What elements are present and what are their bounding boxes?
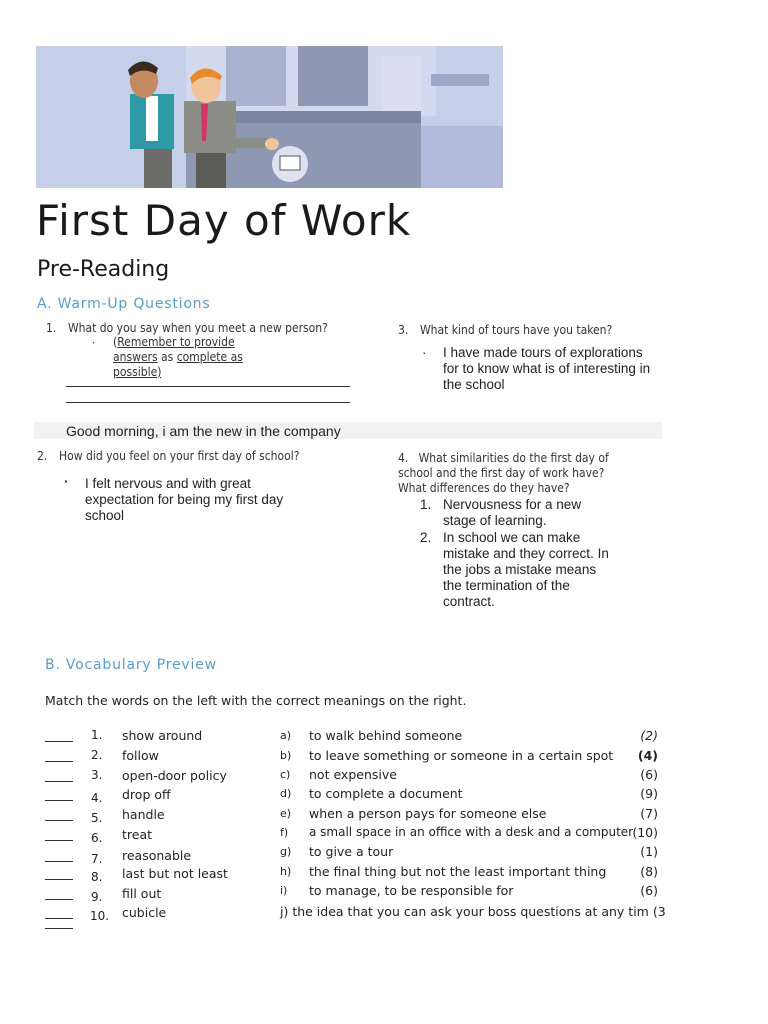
meaning-j: j) the idea that you can ask your boss questions at any tim (3 (280, 904, 666, 919)
vocab-word: treat (122, 827, 153, 842)
section-a-heading: A. Warm-Up Questions (37, 296, 211, 312)
meaning-letter: i) (280, 884, 288, 897)
q2-answer[interactable]: I felt nervous and with great expectation for being my first day school (85, 476, 284, 523)
meaning-text: to walk behind someone (309, 728, 463, 743)
match-blank[interactable] (45, 879, 73, 880)
match-blank[interactable] (45, 761, 73, 762)
meaning-letter: a) (280, 729, 292, 742)
meaning-answer[interactable]: (6) (640, 767, 658, 782)
vocab-word: reasonable (122, 848, 192, 863)
vocab-word: last but not least (122, 866, 228, 881)
q3-number: 3. (398, 323, 409, 337)
q2-number: 2. (37, 449, 48, 463)
match-blank[interactable] (45, 840, 73, 841)
meaning-text: when a person pays for someone else (309, 806, 547, 821)
vocab-word: show around (122, 728, 203, 743)
meaning-answer[interactable]: (9) (640, 786, 658, 801)
meaning-text: a small space in an office with a desk and a computer (309, 825, 634, 839)
meaning-text: the final thing but not the least important thing (309, 864, 607, 879)
match-blank[interactable] (45, 899, 73, 900)
match-blank[interactable] (45, 928, 73, 929)
meaning-answer[interactable]: (8) (640, 864, 658, 879)
q1-text: What do you say when you meet a new person? (68, 321, 328, 335)
word-number: 3. (91, 768, 103, 782)
answer-line-2 (66, 402, 350, 403)
meaning-letter: b) (280, 749, 292, 762)
word-number: 6. (91, 831, 103, 845)
meaning-answer[interactable]: (7) (640, 806, 658, 821)
page-subtitle: Pre-Reading (37, 257, 170, 282)
meaning-letter: d) (280, 787, 292, 800)
vocab-word: follow (122, 748, 159, 763)
q1-bullet: · (92, 336, 96, 350)
q4-answer-1[interactable]: Nervousness for a new stage of learning. (443, 497, 582, 528)
meaning-letter: e) (280, 807, 292, 820)
vocab-instructions: Match the words on the left with the correct meanings on the right. (45, 693, 467, 708)
answer-line-1 (66, 386, 350, 387)
q2-text: How did you feel on your first day of school? (59, 449, 300, 463)
word-number: 9. (91, 890, 103, 904)
meaning-answer[interactable]: (10) (632, 825, 658, 840)
meaning-text: to complete a document (309, 786, 463, 801)
meaning-answer[interactable]: (1) (640, 844, 658, 859)
header-illustration (36, 46, 503, 188)
meaning-answer[interactable]: (4) (637, 748, 658, 763)
vocab-word: cubicle (122, 905, 167, 920)
section-b-heading: B. Vocabulary Preview (45, 657, 217, 673)
word-number: 8. (91, 870, 103, 884)
q1-answer[interactable]: Good morning, i am the new in the company (66, 423, 341, 439)
word-number: 7. (91, 852, 103, 866)
meaning-text: not expensive (309, 767, 397, 782)
meaning-letter: f) (280, 826, 289, 839)
q3-text: What kind of tours have you taken? (420, 323, 613, 337)
q4-question: 4. What similarities do the first day of school and the first day of work have? What differences do they have? (398, 451, 609, 495)
word-number: 5. (91, 811, 103, 825)
page-title: First Day of Work (36, 196, 412, 245)
match-blank[interactable] (45, 800, 73, 801)
vocab-word: open-door policy (122, 768, 227, 783)
match-blank[interactable] (45, 820, 73, 821)
q4-answer-2[interactable]: In school we can make mistake and they correct. In the jobs a mistake means the termination of the contract. (443, 530, 609, 609)
meaning-text: to leave something or someone in a certain spot (309, 748, 614, 763)
word-number: 4. (91, 791, 103, 805)
meaning-letter: g) (280, 845, 292, 858)
q4-answer-2-number: 2. (420, 530, 432, 545)
match-blank[interactable] (45, 861, 73, 862)
match-blank[interactable] (45, 741, 73, 742)
match-blank[interactable] (45, 918, 73, 919)
q1-number: 1. (46, 321, 57, 335)
vocab-word: fill out (122, 886, 162, 901)
q1-note: (Remember to provide answers as complete as possible) (113, 335, 243, 379)
vocab-word: handle (122, 807, 165, 822)
word-number: 2. (91, 748, 103, 762)
meaning-answer[interactable]: (2) (640, 728, 658, 743)
meaning-text: to give a tour (309, 844, 394, 859)
office-scene-image (36, 46, 503, 188)
meaning-text: to manage, to be responsible for (309, 883, 514, 898)
word-number: 1. (91, 728, 103, 742)
word-number: 10. (90, 909, 110, 923)
q2-bullet: · (64, 474, 69, 489)
meaning-letter: c) (280, 768, 291, 781)
meaning-answer[interactable]: (6) (640, 883, 658, 898)
q3-answer[interactable]: I have made tours of explorations for to know what is of interesting in the school (443, 345, 651, 392)
match-blank[interactable] (45, 781, 73, 782)
meaning-letter: h) (280, 865, 292, 878)
q4-answer-1-number: 1. (420, 497, 432, 512)
vocab-word: drop off (122, 787, 171, 802)
q3-bullet: · (422, 345, 427, 360)
